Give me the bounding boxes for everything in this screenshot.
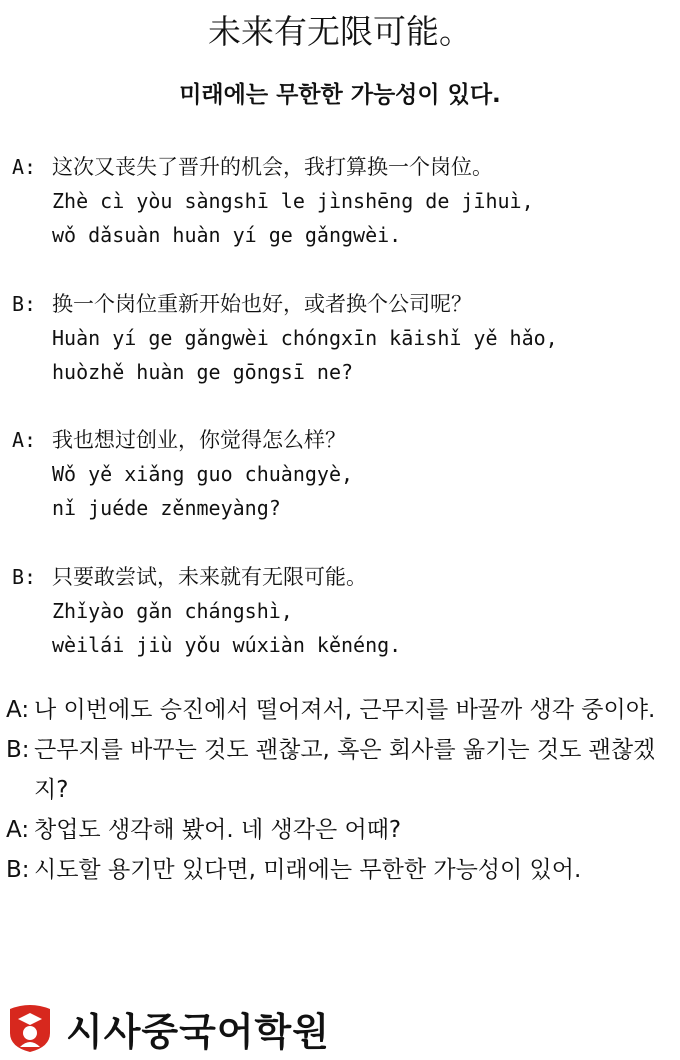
chinese-sentence: 换一个岗位重新开始也好，或者换个公司呢？ <box>52 292 472 316</box>
translation-line <box>6 810 674 850</box>
speaker-label: B: <box>12 292 37 316</box>
pinyin-line: wǒ dǎsuàn huàn yí ge gǎngwèi. <box>52 223 402 247</box>
cn-dialogue-line <box>12 560 672 662</box>
speaker-label: A: <box>12 428 37 452</box>
cn-dialogue-line <box>12 287 672 389</box>
translation-line <box>6 730 674 810</box>
pinyin-line: Zhǐyào gǎn chángshì, <box>52 599 293 623</box>
speaker-label: A: <box>12 155 37 179</box>
chinese-sentence: 这次又丧失了晋升的机会，我打算换一个岗位。 <box>52 155 493 179</box>
korean-sentence: 근무지를 바꾸는 것도 괜찮고, 혹은 회사를 옮기는 것도 괜찮겠지? <box>34 737 656 803</box>
brand-logo <box>6 1000 330 1056</box>
cn-dialogue-line <box>12 150 672 252</box>
school-emblem-icon <box>6 1003 54 1053</box>
pinyin-line: Wǒ yě xiǎng guo chuàngyè, <box>52 462 354 486</box>
pinyin-line: Huàn yí ge gǎngwèi chóngxīn kāishǐ yě hǎo, <box>52 326 558 350</box>
pinyin-line: wèilái jiù yǒu wúxiàn kěnéng. <box>52 633 402 657</box>
brand-name: 시사중국어학원 <box>66 1009 330 1054</box>
page-subtitle: 미래에는 무한한 가능성이 있다. <box>179 82 501 108</box>
korean-sentence: 창업도 생각해 봤어. 네 생각은 어때? <box>34 817 402 843</box>
page-title: 未来有无限可能。 <box>208 12 472 51</box>
speaker-label: A: <box>6 817 30 843</box>
korean-sentence: 나 이번에도 승진에서 떨어져서, 근무지를 바꿀까 생각 중이야. <box>34 697 656 723</box>
cn-dialogue-line <box>12 423 672 525</box>
pinyin-line: huòzhě huàn ge gōngsī ne? <box>52 360 354 384</box>
pinyin-line: nǐ juéde zěnmeyàng? <box>52 496 281 520</box>
chinese-sentence: 我也想过创业，你觉得怎么样？ <box>52 428 346 452</box>
korean-translation <box>6 690 674 890</box>
pinyin-line: Zhè cì yòu sàngshī le jìnshēng de jīhuì, <box>52 189 534 213</box>
translation-line <box>6 850 674 890</box>
speaker-label: B: <box>6 857 30 883</box>
speaker-label: B: <box>6 737 30 763</box>
speaker-label: B: <box>12 565 37 589</box>
speaker-label: A: <box>6 697 30 723</box>
translation-line <box>6 690 674 730</box>
korean-sentence: 시도할 용기만 있다면, 미래에는 무한한 가능성이 있어. <box>34 857 582 883</box>
chinese-sentence: 只要敢尝试，未来就有无限可能。 <box>52 565 367 589</box>
